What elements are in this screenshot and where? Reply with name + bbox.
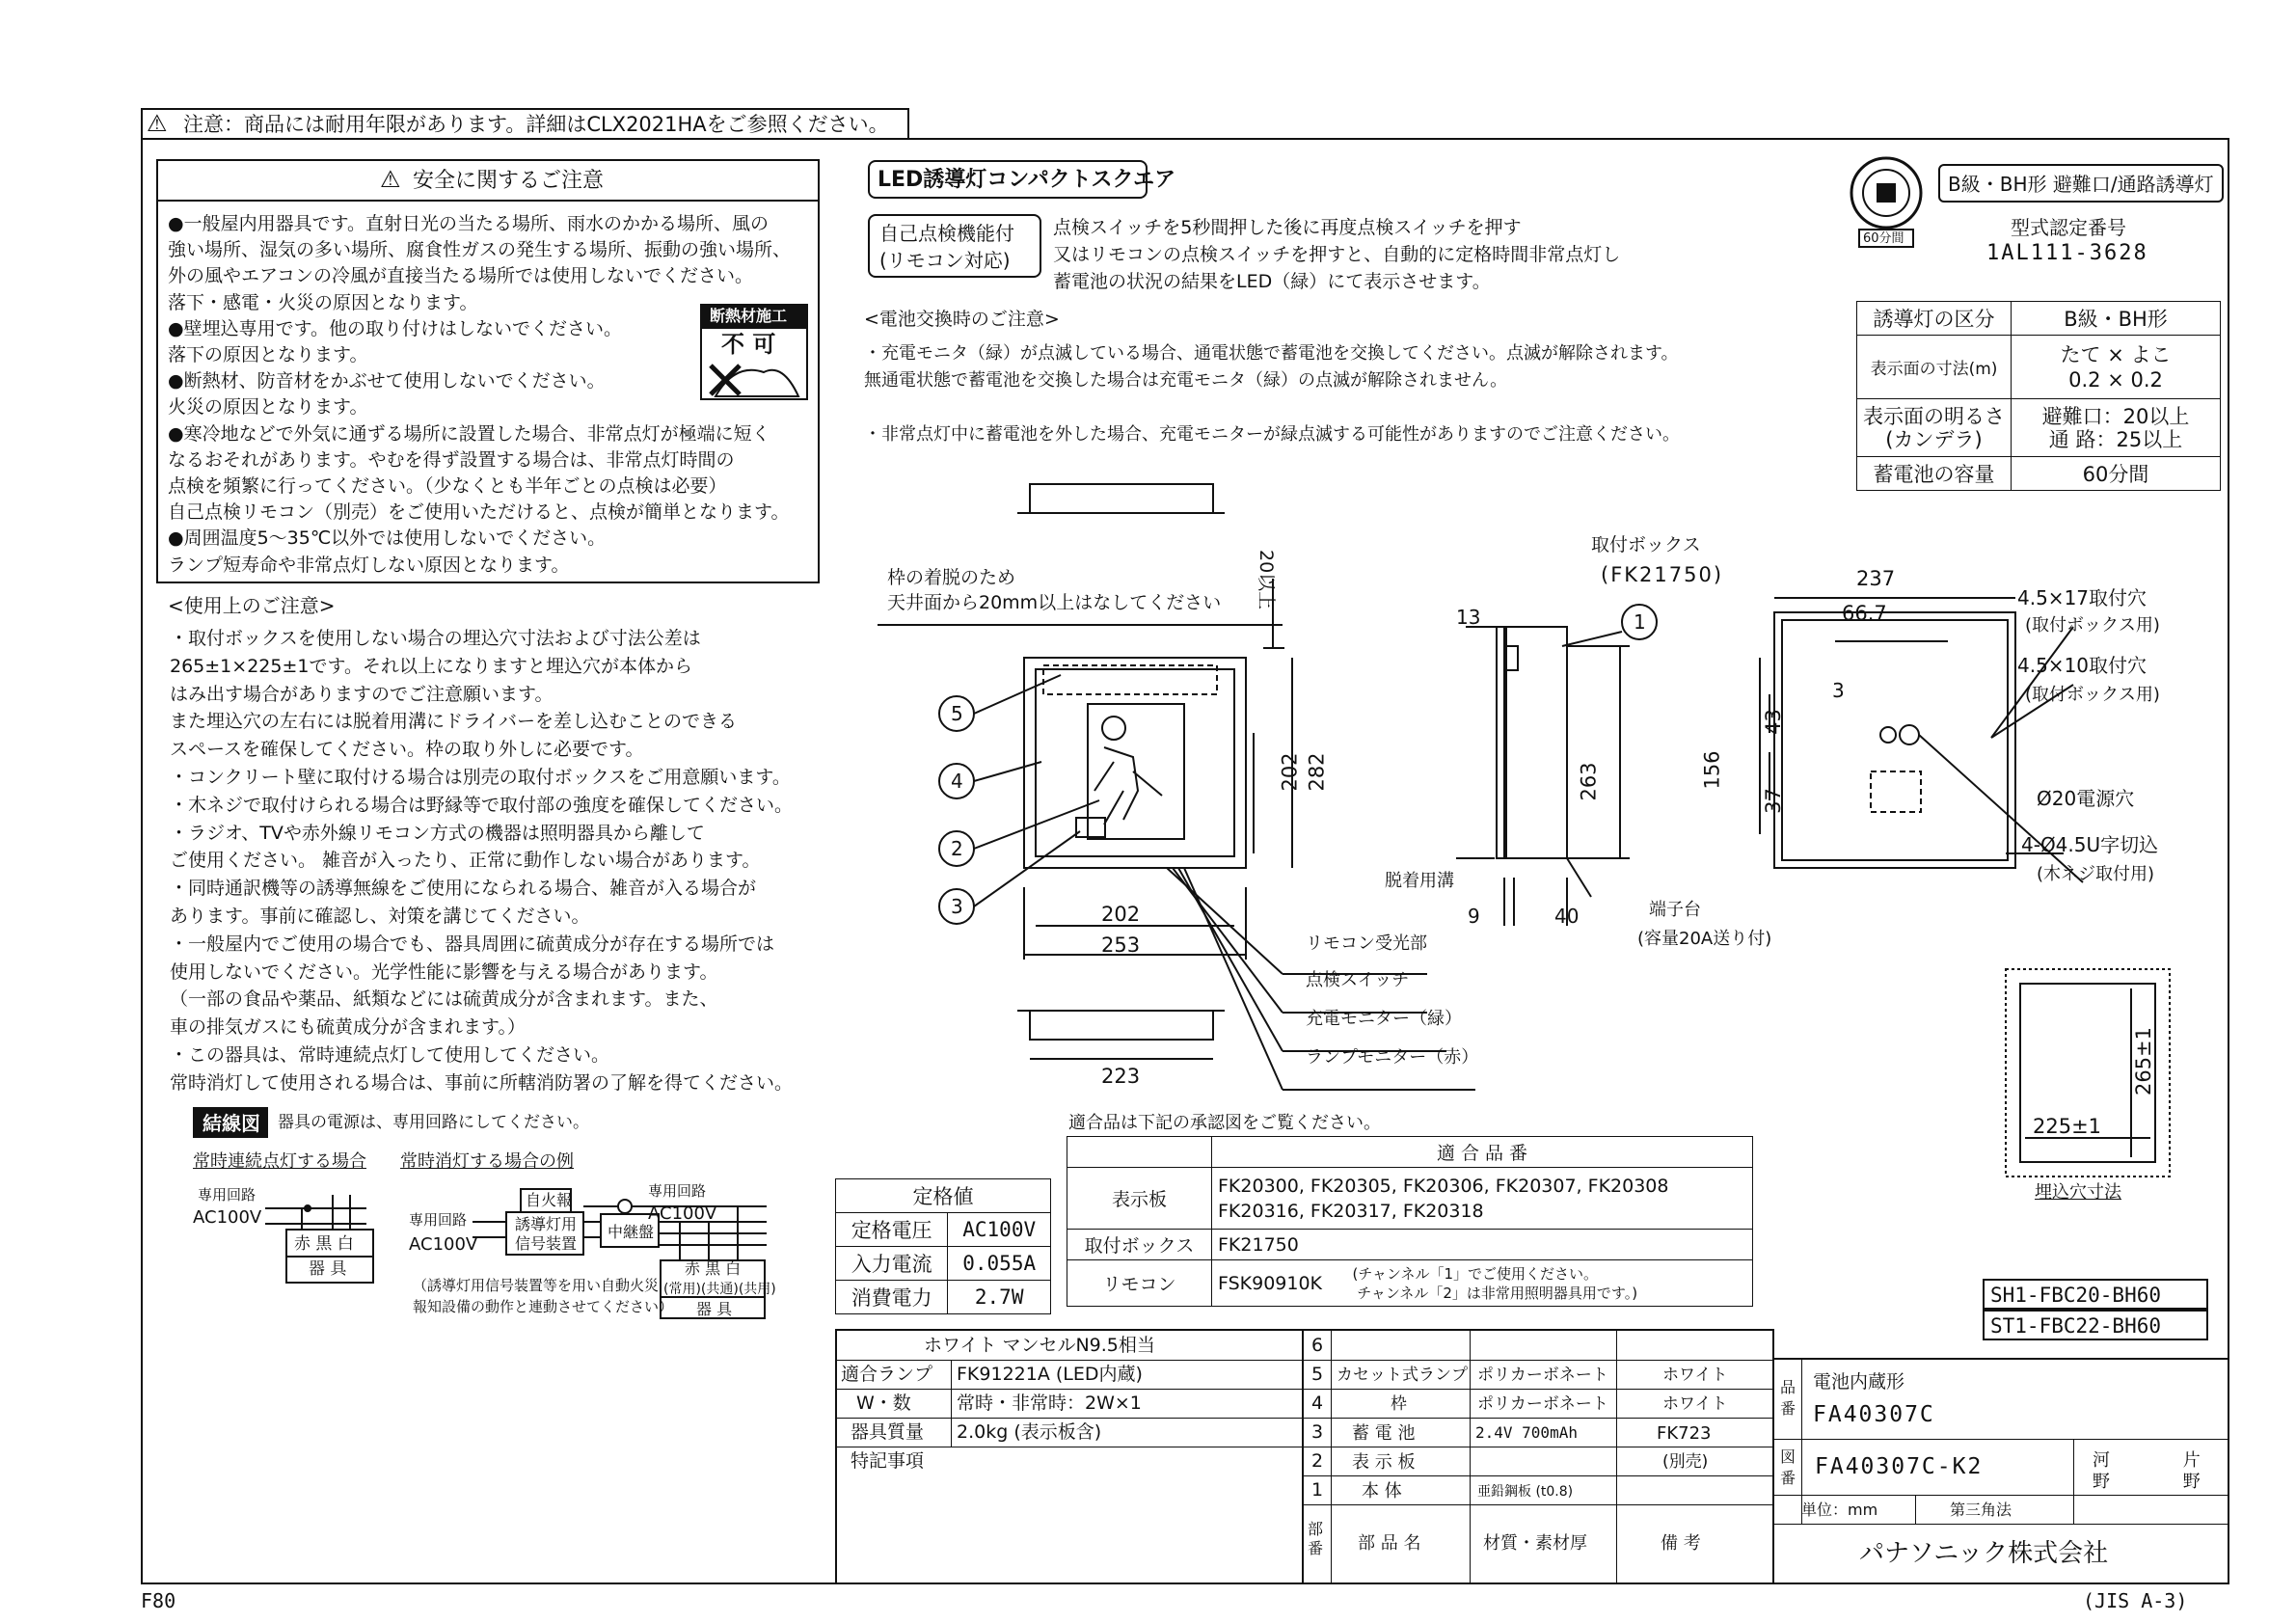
seal-text: 60分間 <box>1863 231 1904 246</box>
usage-line: スペースを確保してください。枠の取り外しに必要です。 <box>170 739 644 761</box>
safety-line: 火災の原因となります。 <box>168 396 368 419</box>
safety-title: 安全に関するご注意 <box>413 169 605 193</box>
signal-label-2: 信号装置 <box>515 1234 578 1253</box>
hole-4: 4-Ø4.5U字切込 <box>2021 833 2159 856</box>
safety-line: ●断熱材、防音材をかぶせて使用しないでください。 <box>168 370 606 392</box>
hole-1: 4.5×17取付穴 <box>2017 586 2147 609</box>
insulation-cross-icon <box>706 358 802 398</box>
usage-line: ・ラジオ、TVや赤外線リモコン方式の機器は照明器具から離して <box>170 822 705 844</box>
dim-43: 43 <box>1761 709 1785 735</box>
badge-top: 断熱材施工 <box>710 307 788 325</box>
callout-1: 1 <box>1634 610 1646 634</box>
footnote-1: （誘導灯用信号装置等を用い自動火災 <box>413 1277 660 1294</box>
dedicated-label: 専用回路 <box>198 1186 257 1204</box>
warning-icon: ⚠ <box>380 166 401 193</box>
dim-223: 223 <box>1101 1065 1141 1088</box>
title-block: 品番 電池内蔵形 FA40307C 図番 FA40307C-K2 河 片 野 野 単位：mm 第三角法 パナソニック株式会社 <box>1772 1358 2229 1584</box>
dim-13: 13 <box>1456 606 1481 629</box>
footer-right: (JIS A-3) <box>2083 1589 2188 1612</box>
unit-label: 単位：mm <box>1801 1501 1878 1519</box>
dim-20: 20以上 <box>1256 550 1277 610</box>
approval-label: 型式認定番号 <box>2011 216 2126 239</box>
usage-line: はみ出す場合がありますのでご注意願います。 <box>170 683 554 705</box>
technical-drawing <box>849 473 2228 1186</box>
dim-253: 253 <box>1101 933 1141 957</box>
callout-5: 5 <box>951 702 963 725</box>
hole-3: Ø20電源穴 <box>2037 787 2135 810</box>
usage-line: 車の排気ガスにも硫黄成分が含まれます。） <box>170 1016 526 1039</box>
charge-monitor: 充電モニター（緑） <box>1306 1009 1462 1029</box>
embed-label: 埋込穴寸法 <box>2035 1182 2121 1203</box>
spec-table: 誘導灯の区分 B級・BH形 表示面の寸法(m) たて × よこ 0.2 × 0.2 表示面の明るさ (カンデラ) 避難口：20以上 通 路：25以上 蓄電池の容量 60分間 <box>1856 301 2221 491</box>
usage-line: 常時消灯して使用される場合は、事前に所轄消防署の了解を得てください。 <box>170 1071 794 1094</box>
caution-banner <box>141 108 909 140</box>
dim-202h: 202 <box>1101 903 1141 926</box>
check-switch: 点検スイッチ <box>1306 970 1410 990</box>
product-desc: 点検スイッチを5秒間押した後に再度点検スイッチを押す 又はリモコンの点検スイッチを押すと、自動的に定格時間非常点灯し 蓄電池の状況の結果をLED（緑）にて表示させます。 <box>1053 217 1621 292</box>
colors-label: 赤 黒 白 <box>294 1234 354 1254</box>
dim-237: 237 <box>1856 567 1896 590</box>
ac-label-3: AC100V <box>648 1204 717 1224</box>
hole-4b: (木ネジ取付用) <box>2037 864 2155 884</box>
compat-table: 適 合 品 番 表示板 FK20300, FK20305, FK20306, FK20307, FK20308 FK20316, FK20317, FK20318 取付ボックス FK21750 リモコン FSK90910K (チャンネル「1」でご使用ください。 チャンネル「2」は非常用照明器具用です。) <box>1067 1136 1753 1307</box>
fire-alarm-label: 自火報 <box>526 1191 573 1209</box>
usage-line: 265±1×225±1です。それ以上になりますと埋込穴が本体から <box>170 655 692 677</box>
safety-line: なるおそれがあります。やむを得ず設置する場合は、非常点灯時間の <box>168 448 735 471</box>
drawing-number: FA40307C-K2 <box>1815 1454 1984 1479</box>
safety-line: ●壁埋込専用です。他の取り付けはしないでください。 <box>168 317 623 339</box>
usage-line: （一部の食品や薬品、紙類などには硫黄成分が含まれます。また、 <box>170 988 718 1011</box>
footnote-2: 報知設備の動作と連動させてください） <box>413 1298 674 1315</box>
usage-line: ・取付ボックスを使用しない場合の埋込穴寸法および寸法公差は <box>170 628 701 649</box>
remote-rx: リモコン受光部 <box>1306 933 1427 954</box>
usage-line: また埋込穴の左右には脱着用溝にドライバーを差し込むことのできる <box>170 711 738 733</box>
groove-label: 脱着用溝 <box>1385 871 1454 891</box>
usage-line: 使用しないでください。光学性能に影響を与える場合があります。 <box>170 960 718 983</box>
safety-line: ●寒冷地などで外気に通ずる場所に設置した場合、非常点灯が極端に短く <box>168 422 770 445</box>
usage-line: あります。事前に確認し、対策を講じてください。 <box>170 905 590 927</box>
usage-title: <使用上のご注意> <box>168 594 336 617</box>
usage-line: ・同時通訳機等の誘導無線をご使用になられる場合、雑音が入る場合が <box>170 878 757 900</box>
signal-label-1: 誘導灯用 <box>515 1215 578 1233</box>
embed-width: 225±1 <box>2033 1115 2102 1138</box>
footer-left: F80 <box>141 1589 176 1612</box>
fixture-info-table: ホワイト マンセルN9.5相当 適合ランプ FK91221A (LED内蔵) W・数 常時・非常時：2W×1 器具質量 2.0kg (表示板含) 特記事項 <box>835 1329 1304 1584</box>
self-check-box: 自己点検機能付 (リモコン対応) <box>868 214 1041 278</box>
safety-line: 強い場所、湿気の多い場所、腐食性ガスの発生する場所、振動の強い場所、 <box>168 239 792 261</box>
caution-text: 注意：商品には耐用年限があります。詳細はCLX2021HAをご参照ください。 <box>183 113 889 136</box>
safety-line: 外の風やエアコンの冷風が直接当たる場所では使用しないでください。 <box>168 265 754 287</box>
dim-156: 156 <box>1700 750 1724 790</box>
approval-number: 1AL111-3628 <box>1986 241 2148 265</box>
frame-note-1: 枠の着脱のため <box>887 567 1016 588</box>
battery-title: <電池交換時のご注意> <box>864 309 1060 330</box>
box-label: 取付ボックス <box>1591 534 1701 555</box>
parts-table: 6 5 カセット式ランプ ポリカーボネート ホワイト 4 枠 ポリカーボネート ホワイト 3 蓄 電 池 2.4V 700mAh FK723 2 表 示 板 (別売) 1 本 体 亜鉛鋼板 (t0.8) 部番 部 品 名 材質・素材厚 備 考 <box>1302 1329 1774 1584</box>
dedicated-label-3: 専用回路 <box>648 1182 707 1200</box>
safety-line: ランプ短寿命や非常点灯しない原因となります。 <box>168 554 570 576</box>
usage-line: ・一般屋内でご使用の場合でも、器具周囲に硫黄成分が存在する場所では <box>170 933 775 955</box>
safety-line: 自己点検リモコン（別売）をご使用いただけると、点検が簡単となります。 <box>168 501 790 524</box>
safety-line: 点検を頻繁に行ってください。（少なくとも半年ごとの点検は必要） <box>168 475 727 498</box>
model-1: SH1-FBC20-BH60 <box>1983 1279 2208 1310</box>
usage-line: ご使用ください。 雑音が入ったり、正常に動作しない場合があります。 <box>170 850 761 872</box>
sub-label: (常用)(共通)(共用) <box>663 1282 776 1297</box>
compat-note: 適合品は下記の承認図をご覧ください。 <box>1068 1113 1381 1133</box>
hole-2: 4.5×10取付穴 <box>2017 654 2147 677</box>
dim-37: 37 <box>1761 788 1785 814</box>
continuous-label: 常時連続点灯する場合 <box>193 1151 366 1172</box>
dim-9: 9 <box>1468 905 1480 928</box>
class-box: B級・BH形 避難口/通路誘導灯 <box>1938 164 2224 203</box>
safety-box <box>156 159 820 583</box>
usage-lines <box>170 625 793 1097</box>
dim-263: 263 <box>1577 762 1601 801</box>
dim-3: 3 <box>1832 679 1845 702</box>
dim-66-7: 66.7 <box>1842 602 1887 625</box>
hole-2b: (取付ボックス用) <box>2025 685 2160 705</box>
callout-4: 4 <box>951 770 963 793</box>
usage-line: ・この器具は、常時連続点灯して使用してください。 <box>170 1043 610 1066</box>
model-2: ST1-FBC22-BH60 <box>1983 1310 2208 1340</box>
color-spec: ホワイト マンセルN9.5相当 <box>924 1335 1155 1356</box>
dedicated-label-2: 専用回路 <box>409 1211 468 1229</box>
dim-40: 40 <box>1554 905 1580 928</box>
company-name: パナソニック株式会社 <box>1859 1539 2109 1568</box>
lamp-monitor: ランプモニター（赤） <box>1306 1047 1479 1068</box>
type-label: 電池内蔵形 <box>1813 1371 1905 1393</box>
safety-line: ●一般屋内用器具です。直射日光の当たる場所、雨水のかかる場所、風の <box>168 213 770 234</box>
terminal-capacity: (容量20A送り付) <box>1637 929 1772 949</box>
battery-notes: ・充電モニタ（緑）が点滅している場合、通電状態で蓄電池を交換してください。点滅が解除されます。 無通電状態で蓄電池を交換した場合は充電モニタ（緑）の点滅が解除されません。 ・非常点灯中に蓄電池を外した場合、充電モニターが緑点滅する可能性がありますのでご注意ください。 <box>864 343 1680 445</box>
box-model: (FK21750) <box>1601 563 1724 586</box>
colors-label-2: 赤 黒 白 <box>685 1259 742 1278</box>
safety-line: 落下の原因となります。 <box>168 344 368 366</box>
safety-lines <box>168 211 791 579</box>
dim-282: 282 <box>1305 752 1329 792</box>
dim-202v: 202 <box>1278 752 1302 792</box>
wiring-note: 器具の電源は、専用回路にしてください。 <box>278 1113 589 1132</box>
frame-note-2: 天井面から20mm以上はなしてください <box>887 592 1222 613</box>
usage-line: ・木ネジで取付けられる場合は野縁等で取付部の強度を確保してください。 <box>170 794 794 816</box>
badge-bottom: 不 可 <box>721 331 776 358</box>
ac-label-2: AC100V <box>409 1234 478 1255</box>
terminal-label: 端子台 <box>1649 900 1701 920</box>
projection-label: 第三角法 <box>1950 1501 2012 1519</box>
hole-1b: (取付ボックス用) <box>2025 615 2160 636</box>
fixture-label-2: 器 具 <box>696 1300 733 1318</box>
usage-line: ・コンクリート壁に取付ける場合は別売の取付ボックスをご用意願います。 <box>170 766 791 788</box>
ac-label: AC100V <box>193 1207 262 1228</box>
safety-line: 落下・感電・火災の原因となります。 <box>168 291 478 313</box>
fixture-label: 器 具 <box>309 1259 347 1279</box>
product-number: FA40307C <box>1813 1402 1935 1427</box>
embed-height: 265±1 <box>2132 1026 2156 1096</box>
no-insulation-badge <box>700 304 808 400</box>
callout-3: 3 <box>951 895 963 918</box>
product-name: LED誘導灯コンパクトスクエア <box>878 168 1176 192</box>
wiring-title: 結線図 <box>193 1107 268 1138</box>
callout-2: 2 <box>951 837 963 860</box>
off-example-label: 常時消灯する場合の例 <box>400 1151 574 1172</box>
relay-label: 中継盤 <box>608 1223 655 1241</box>
safety-title-row <box>158 161 818 202</box>
product-name-box <box>868 160 1176 199</box>
warning-icon: ⚠ <box>147 110 168 137</box>
safety-line: ●周囲温度5～35℃以外では使用しないでください。 <box>168 527 607 550</box>
rated-table: 定格値 定格電圧 AC100V 入力電流 0.055A 消費電力 2.7W <box>835 1178 1051 1314</box>
